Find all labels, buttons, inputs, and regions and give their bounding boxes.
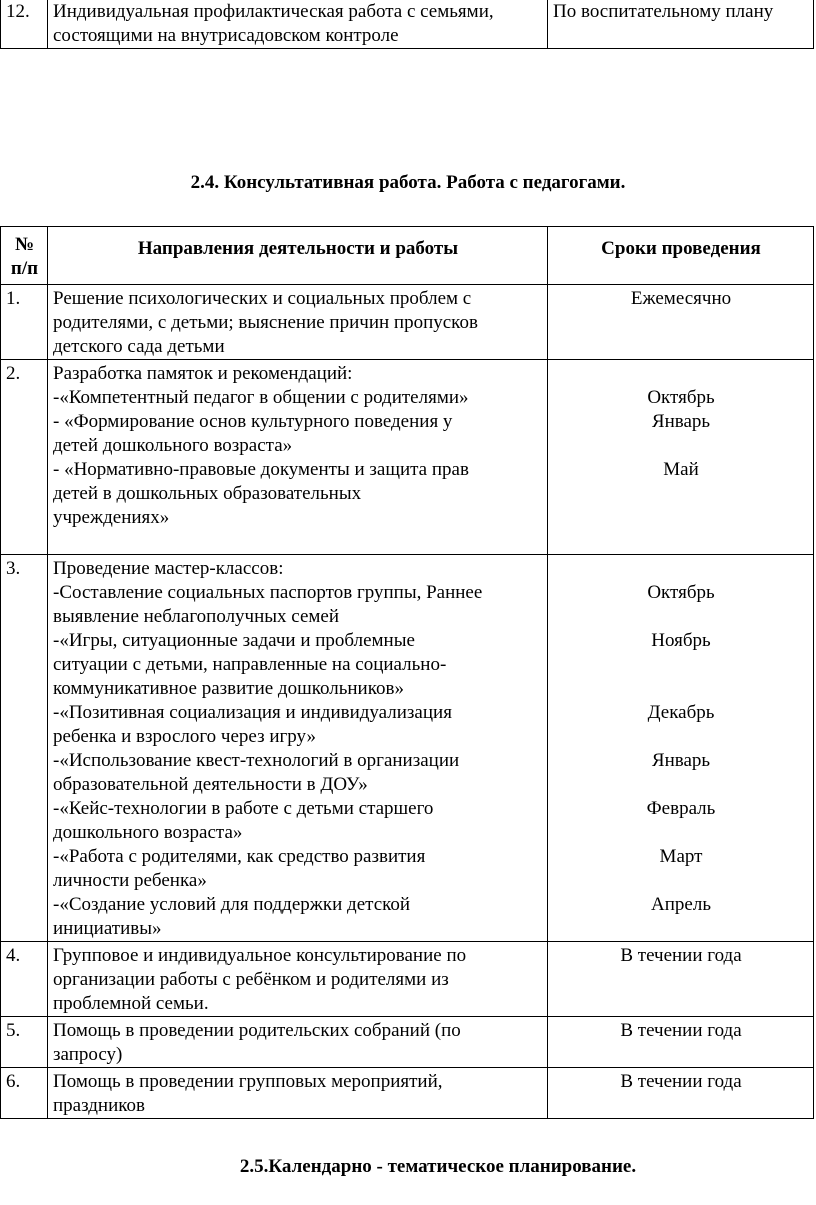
- row-deadline: По воспитательному плану: [548, 0, 814, 49]
- row-activity: [48, 285, 548, 360]
- deadline-line: Ежемесячно: [630, 288, 732, 309]
- activity-line: ребенка и взрослого через игру»: [53, 726, 317, 747]
- activity-line: родителями, с детьми; выяснение причин пропусков: [53, 312, 478, 333]
- activity-line: Разработка памяток и рекомендаций:: [53, 363, 353, 384]
- section-title-2-4: 2.4. Консультативная работа. Работа с педагогами.: [190, 172, 626, 193]
- activity-line: ситуации с детьми, направленные на социально-: [53, 654, 447, 675]
- deadline-line: [553, 605, 809, 629]
- activity-line: -«Компетентный педагог в общении с родителями»: [53, 387, 469, 408]
- deadline-line: [553, 530, 809, 554]
- activity-line: запросу): [53, 1044, 123, 1065]
- deadline-line: [553, 653, 809, 677]
- deadline-line: [553, 557, 809, 581]
- row-deadline: [548, 555, 814, 942]
- row-deadline: [548, 942, 814, 1017]
- activity-line: праздников: [53, 1095, 146, 1116]
- table-row: [1, 555, 814, 942]
- deadline-line: [553, 482, 809, 506]
- table-row: [1, 1068, 814, 1119]
- deadline-line: Февраль: [646, 798, 716, 819]
- activity-line: Групповое и индивидуальное консультирование по: [53, 945, 467, 966]
- table-header-row: [1, 227, 814, 285]
- deadline-line: Май: [663, 459, 699, 480]
- activity-line: коммуникативное развитие дошкольников»: [53, 678, 404, 699]
- table-row: [1, 285, 814, 360]
- section-title-2-5: 2.5.Календарно - тематическое планирование.: [239, 1156, 637, 1177]
- deadline-line: [553, 773, 809, 797]
- activity-line: личности ребенка»: [53, 870, 207, 891]
- activity-line: -«Кейс-технологии в работе с детьми старшего: [53, 798, 434, 819]
- activity-line: -«Работа с родителями, как средство развития: [53, 846, 426, 867]
- activity-line: -«Создание условий для поддержки детской: [53, 894, 411, 915]
- row-number: 1.: [1, 285, 48, 360]
- previous-table-row: [0, 0, 814, 49]
- activity-line: -Составление социальных паспортов группы, Раннее: [53, 582, 483, 603]
- activity-line: учреждениях»: [53, 507, 170, 528]
- header-direction: Направления деятельности и работы: [48, 227, 548, 285]
- deadline-line: [553, 821, 809, 845]
- activity-line: проблемной семьи.: [53, 993, 209, 1014]
- deadline-line: Январь: [651, 411, 711, 432]
- row-number: 5.: [1, 1017, 48, 1068]
- table-row: [1, 942, 814, 1017]
- row-activity: [48, 942, 548, 1017]
- table-row: [1, 360, 814, 555]
- activity-line: -«Позитивная социализация и индивидуализация: [53, 702, 452, 723]
- row-deadline: [548, 1068, 814, 1119]
- row-deadline: [548, 285, 814, 360]
- activity-line: Проведение мастер-классов:: [53, 558, 284, 579]
- deadline-line: [553, 677, 809, 701]
- activity-line: детей дошкольного возраста»: [53, 435, 293, 456]
- row-number: 2.: [1, 360, 48, 555]
- deadline-line: [553, 434, 809, 458]
- table-row: [1, 1017, 814, 1068]
- row-number: 12.: [1, 0, 48, 49]
- header-number: № п/п: [1, 227, 48, 285]
- activity-line: [53, 530, 543, 554]
- activity-line: детского сада детьми: [53, 336, 225, 357]
- deadline-line: Октябрь: [647, 582, 715, 603]
- row-number: 3.: [1, 555, 48, 942]
- row-activity: [48, 555, 548, 942]
- activity-line: -«Использование квест-технологий в организации: [53, 750, 460, 771]
- activity-line: организации работы с ребёнком и родителями из: [53, 969, 449, 990]
- deadline-line: Апрель: [651, 894, 711, 915]
- deadline-line: Март: [659, 846, 703, 867]
- row-activity: [48, 1017, 548, 1068]
- row-activity: [48, 360, 548, 555]
- deadline-line: Октябрь: [647, 387, 715, 408]
- activity-line: детей в дошкольных образовательных: [53, 483, 362, 504]
- activity-line: образовательной деятельности в ДОУ»: [53, 774, 368, 795]
- deadline-line: [553, 506, 809, 530]
- row-activity: Индивидуальная профилактическая работа с семьями, состоящими на внутрисадовском контроле: [48, 0, 548, 49]
- row-number: 4.: [1, 942, 48, 1017]
- deadline-line: [553, 917, 809, 941]
- activity-line: -«Игры, ситуационные задачи и проблемные: [53, 630, 415, 651]
- deadline-line: [553, 725, 809, 749]
- deadline-line: В течении года: [620, 1020, 742, 1041]
- activity-line: - «Нормативно-правовые документы и защита прав: [53, 459, 469, 480]
- activity-line: дошкольного возраста»: [53, 822, 243, 843]
- activity-line: - «Формирование основ культурного поведения у: [53, 411, 453, 432]
- row-number: 6.: [1, 1068, 48, 1119]
- deadline-line: В течении года: [620, 1071, 742, 1092]
- activity-line: выявление неблагополучных семей: [53, 606, 340, 627]
- consultation-table: [0, 226, 814, 1119]
- deadline-line: Январь: [651, 750, 711, 771]
- deadline-line: [553, 362, 809, 386]
- activity-line: Помощь в проведении групповых мероприятий,: [53, 1071, 443, 1092]
- table-body: [1, 285, 814, 1119]
- row-deadline: [548, 360, 814, 555]
- deadline-line: Декабрь: [647, 702, 715, 723]
- deadline-line: [553, 869, 809, 893]
- deadline-line: В течении года: [620, 945, 742, 966]
- row-activity: [48, 1068, 548, 1119]
- table-row: [1, 0, 814, 49]
- deadline-line: Ноябрь: [651, 630, 711, 651]
- row-deadline: [548, 1017, 814, 1068]
- activity-line: Помощь в проведении родительских собраний (по: [53, 1020, 461, 1041]
- activity-line: Решение психологических и социальных проблем с: [53, 288, 472, 309]
- header-deadline: Сроки проведения: [548, 227, 814, 285]
- activity-line: инициативы»: [53, 918, 162, 939]
